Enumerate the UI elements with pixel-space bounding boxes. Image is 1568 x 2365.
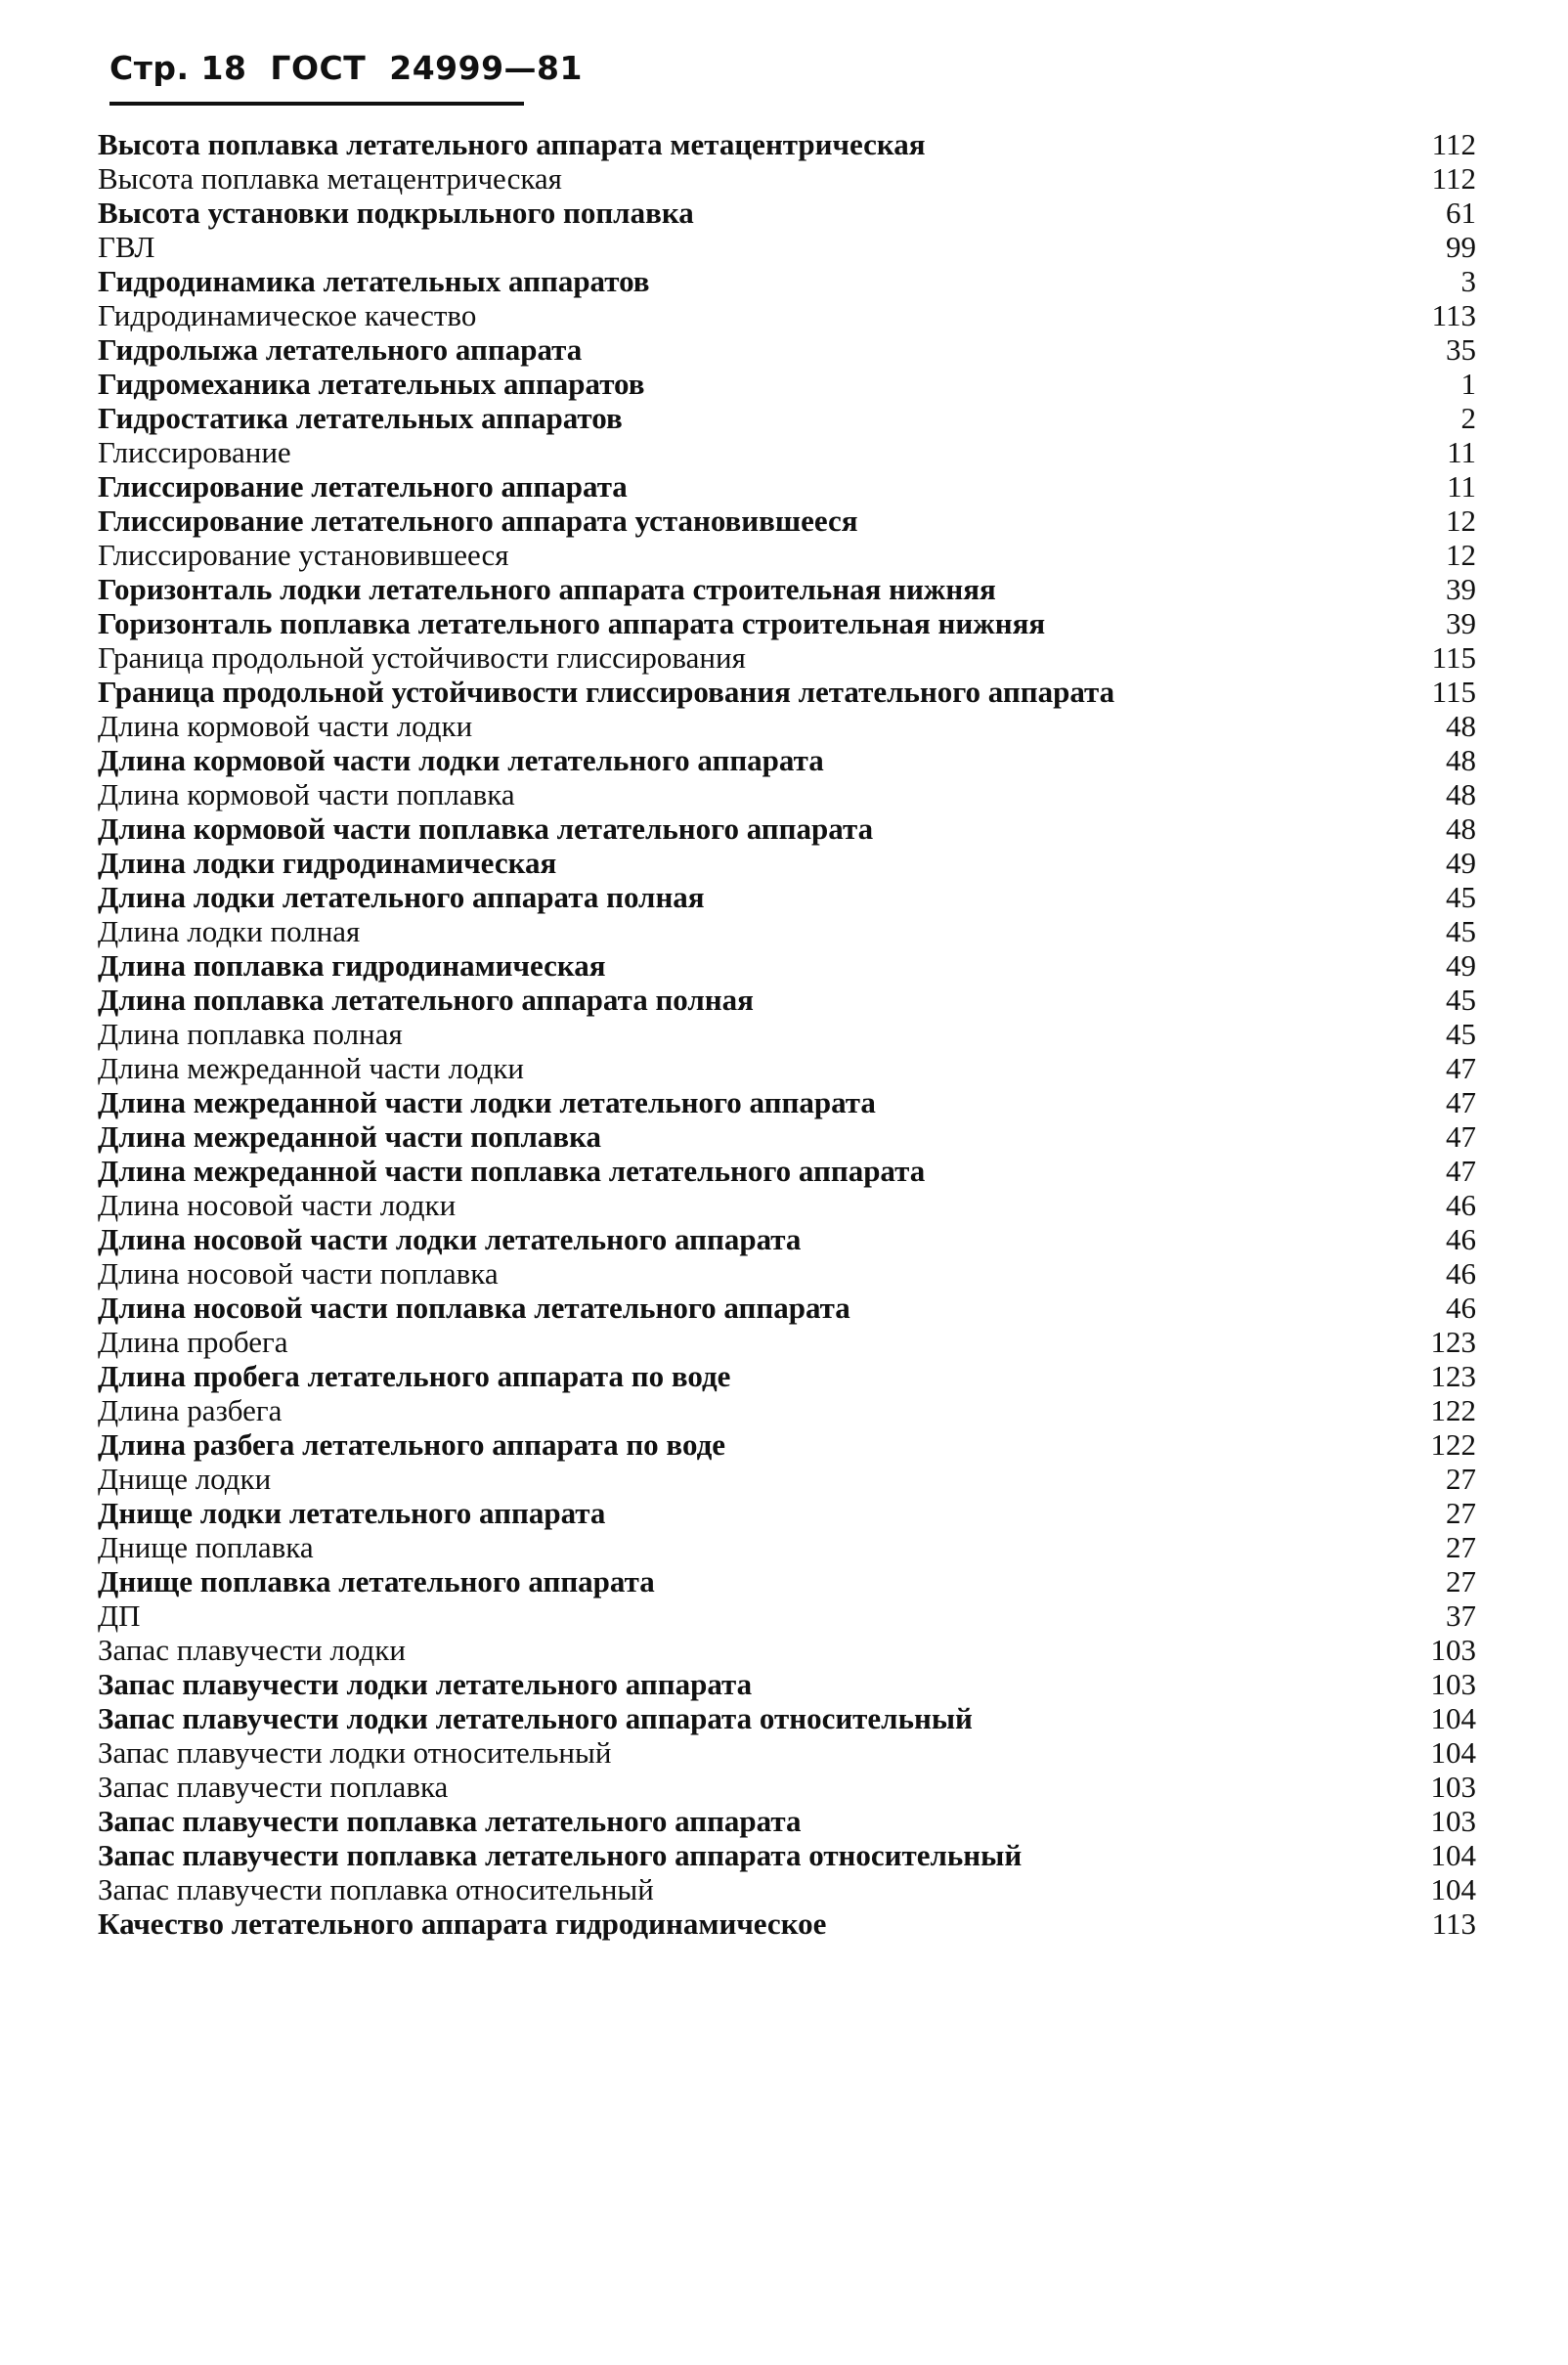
index-entry xyxy=(98,1564,1476,1599)
index-term: Днище поплавка xyxy=(98,1530,314,1564)
index-page-number: 48 xyxy=(1446,777,1476,811)
index-entry xyxy=(98,1804,1476,1838)
index-entry xyxy=(98,914,1476,948)
index-entry xyxy=(98,196,1476,230)
index-page-number: 39 xyxy=(1446,606,1476,640)
index-page-number: 49 xyxy=(1446,846,1476,880)
index-term: Запас плавучести лодки летательного аппарата относительный xyxy=(98,1701,973,1735)
index-page-number: 47 xyxy=(1446,1119,1476,1154)
index-term: Длина межреданной части лодки xyxy=(98,1051,524,1085)
index-term: Длина поплавка гидродинамическая xyxy=(98,948,606,983)
index-page-number: 27 xyxy=(1446,1564,1476,1599)
index-entry xyxy=(98,435,1476,469)
index-page-number: 37 xyxy=(1446,1599,1476,1633)
index-entry xyxy=(98,161,1476,196)
index-term: Длина поплавка летательного аппарата полная xyxy=(98,983,754,1017)
index-page-number: 122 xyxy=(1430,1393,1476,1427)
index-page-number: 123 xyxy=(1430,1325,1476,1359)
index-entry xyxy=(98,1119,1476,1154)
index-page-number: 104 xyxy=(1430,1838,1476,1872)
index-page-number: 46 xyxy=(1446,1222,1476,1256)
index-term: Глиссирование установившееся xyxy=(98,538,509,572)
index-term: Днище лодки летательного аппарата xyxy=(98,1496,606,1530)
index-entry xyxy=(98,1735,1476,1770)
index-page-number: 47 xyxy=(1446,1154,1476,1188)
index-page-number: 45 xyxy=(1446,983,1476,1017)
index-page-number: 113 xyxy=(1431,298,1476,332)
index-entry xyxy=(98,1838,1476,1872)
index-term: Длина носовой части лодки xyxy=(98,1188,457,1222)
index-term: Длина лодки гидродинамическая xyxy=(98,846,557,880)
page-header xyxy=(109,49,594,87)
index-entry xyxy=(98,1393,1476,1427)
index-entry xyxy=(98,1222,1476,1256)
index-term: ДП xyxy=(98,1599,141,1633)
index-page-number: 48 xyxy=(1446,709,1476,743)
index-term: Длина кормовой части лодки xyxy=(98,709,473,743)
index-term: Днище поплавка летательного аппарата xyxy=(98,1564,655,1599)
alphabetical-index xyxy=(98,127,1476,1941)
index-entry xyxy=(98,1496,1476,1530)
index-entry xyxy=(98,572,1476,606)
index-page-number: 112 xyxy=(1431,161,1476,196)
index-page-number: 104 xyxy=(1430,1701,1476,1735)
index-term: Длина межреданной части лодки летательного аппарата xyxy=(98,1085,876,1119)
index-term: Длина носовой части поплавка xyxy=(98,1256,499,1291)
index-entry xyxy=(98,1633,1476,1667)
index-term: Запас плавучести поплавка летательного аппарата xyxy=(98,1804,802,1838)
index-entry xyxy=(98,298,1476,332)
index-page-number: 2 xyxy=(1460,401,1476,435)
index-entry xyxy=(98,1462,1476,1496)
index-entry xyxy=(98,1667,1476,1701)
index-page-number: 35 xyxy=(1446,332,1476,367)
index-term: Граница продольной устойчивости глиссирования xyxy=(98,640,746,675)
index-term: Длина лодки полная xyxy=(98,914,361,948)
index-entry xyxy=(98,1770,1476,1804)
index-page-number: 46 xyxy=(1446,1256,1476,1291)
standard-label: ГОСТ xyxy=(270,49,367,87)
index-page-number: 103 xyxy=(1430,1804,1476,1838)
standard-number: 24999—81 xyxy=(389,49,583,87)
index-term: Гидромеханика летательных аппаратов xyxy=(98,367,645,401)
index-entry xyxy=(98,1872,1476,1906)
index-term: Длина межреданной части поплавка летательного аппарата xyxy=(98,1154,926,1188)
index-term: Запас плавучести лодки летательного аппарата xyxy=(98,1667,753,1701)
index-entry xyxy=(98,948,1476,983)
index-entry xyxy=(98,1530,1476,1564)
index-page-number: 113 xyxy=(1431,1906,1476,1941)
index-entry xyxy=(98,1291,1476,1325)
index-entry xyxy=(98,1325,1476,1359)
index-entry xyxy=(98,1359,1476,1393)
index-page-number: 104 xyxy=(1430,1872,1476,1906)
index-term: Длина лодки летательного аппарата полная xyxy=(98,880,705,914)
index-entry xyxy=(98,983,1476,1017)
index-page-number: 123 xyxy=(1430,1359,1476,1393)
index-term: Граница продольной устойчивости глиссирования летательного аппарата xyxy=(98,675,1115,709)
index-entry xyxy=(98,1906,1476,1941)
index-entry xyxy=(98,1154,1476,1188)
index-entry xyxy=(98,230,1476,264)
index-entry xyxy=(98,332,1476,367)
index-term: Запас плавучести лодки относительный xyxy=(98,1735,612,1770)
index-page-number: 1 xyxy=(1460,367,1476,401)
index-term: Длина разбега xyxy=(98,1393,283,1427)
index-term: Длина носовой части лодки летательного аппарата xyxy=(98,1222,802,1256)
index-term: Гидростатика летательных аппаратов xyxy=(98,401,623,435)
index-page-number: 48 xyxy=(1446,811,1476,846)
index-page-number: 115 xyxy=(1431,640,1476,675)
index-term: Высота поплавка летательного аппарата метацентрическая xyxy=(98,127,926,161)
index-page-number: 103 xyxy=(1430,1770,1476,1804)
index-term: Глиссирование летательного аппарата xyxy=(98,469,628,504)
index-page-number: 3 xyxy=(1460,264,1476,298)
index-page-number: 99 xyxy=(1446,230,1476,264)
index-term: Днище лодки xyxy=(98,1462,272,1496)
index-term: Гидродинамическое качество xyxy=(98,298,477,332)
index-entry xyxy=(98,743,1476,777)
header-rule xyxy=(109,102,524,106)
index-page-number: 27 xyxy=(1446,1530,1476,1564)
index-entry xyxy=(98,606,1476,640)
index-entry xyxy=(98,777,1476,811)
index-term: Длина разбега летательного аппарата по воде xyxy=(98,1427,726,1462)
index-term: Качество летательного аппарата гидродинамическое xyxy=(98,1906,827,1941)
index-page-number: 12 xyxy=(1446,504,1476,538)
index-term: Длина кормовой части лодки летательного аппарата xyxy=(98,743,824,777)
index-term: Гидролыжа летательного аппарата xyxy=(98,332,583,367)
index-page-number: 27 xyxy=(1446,1462,1476,1496)
index-entry xyxy=(98,538,1476,572)
index-page-number: 104 xyxy=(1430,1735,1476,1770)
index-page-number: 46 xyxy=(1446,1291,1476,1325)
index-term: ГВЛ xyxy=(98,230,155,264)
index-entry xyxy=(98,675,1476,709)
index-page-number: 115 xyxy=(1431,675,1476,709)
index-term: Высота поплавка метацентрическая xyxy=(98,161,562,196)
index-entry xyxy=(98,504,1476,538)
page-label: Стр. 18 xyxy=(109,49,247,87)
index-term: Горизонталь лодки летательного аппарата строительная нижняя xyxy=(98,572,996,606)
index-page-number: 45 xyxy=(1446,880,1476,914)
index-term: Длина межреданной части поплавка xyxy=(98,1119,601,1154)
index-entry xyxy=(98,1701,1476,1735)
index-page-number: 49 xyxy=(1446,948,1476,983)
index-term: Глиссирование летательного аппарата установившееся xyxy=(98,504,858,538)
index-page-number: 61 xyxy=(1446,196,1476,230)
index-entry xyxy=(98,127,1476,161)
index-page-number: 103 xyxy=(1430,1633,1476,1667)
index-entry xyxy=(98,811,1476,846)
index-page-number: 46 xyxy=(1446,1188,1476,1222)
index-term: Горизонталь поплавка летательного аппарата строительная нижняя xyxy=(98,606,1046,640)
index-page-number: 47 xyxy=(1446,1085,1476,1119)
index-entry xyxy=(98,1427,1476,1462)
index-entry xyxy=(98,1256,1476,1291)
index-term: Длина поплавка полная xyxy=(98,1017,403,1051)
index-term: Длина кормовой части поплавка летательного аппарата xyxy=(98,811,874,846)
index-page-number: 103 xyxy=(1430,1667,1476,1701)
index-page-number: 39 xyxy=(1446,572,1476,606)
index-page-number: 11 xyxy=(1447,435,1476,469)
index-entry xyxy=(98,640,1476,675)
index-entry xyxy=(98,709,1476,743)
index-page-number: 12 xyxy=(1446,538,1476,572)
index-entry xyxy=(98,1017,1476,1051)
index-term: Длина кормовой части поплавка xyxy=(98,777,515,811)
index-page-number: 48 xyxy=(1446,743,1476,777)
index-page-number: 27 xyxy=(1446,1496,1476,1530)
index-term: Запас плавучести поплавка xyxy=(98,1770,449,1804)
index-page-number: 45 xyxy=(1446,914,1476,948)
index-entry xyxy=(98,1085,1476,1119)
index-term: Запас плавучести лодки xyxy=(98,1633,406,1667)
index-entry xyxy=(98,846,1476,880)
index-entry xyxy=(98,1051,1476,1085)
index-page-number: 47 xyxy=(1446,1051,1476,1085)
index-entry xyxy=(98,1188,1476,1222)
index-term: Запас плавучести поплавка относительный xyxy=(98,1872,654,1906)
index-entry xyxy=(98,469,1476,504)
index-term: Длина носовой части поплавка летательного аппарата xyxy=(98,1291,850,1325)
index-page-number: 112 xyxy=(1431,127,1476,161)
index-term: Длина пробега летательного аппарата по воде xyxy=(98,1359,731,1393)
index-page-number: 122 xyxy=(1430,1427,1476,1462)
index-term: Длина пробега xyxy=(98,1325,288,1359)
index-term: Гидродинамика летательных аппаратов xyxy=(98,264,650,298)
index-entry xyxy=(98,367,1476,401)
index-entry xyxy=(98,1599,1476,1633)
index-page-number: 11 xyxy=(1447,469,1476,504)
index-entry xyxy=(98,880,1476,914)
index-term: Глиссирование xyxy=(98,435,291,469)
index-entry xyxy=(98,401,1476,435)
index-page-number: 45 xyxy=(1446,1017,1476,1051)
index-entry xyxy=(98,264,1476,298)
index-term: Запас плавучести поплавка летательного аппарата относительный xyxy=(98,1838,1023,1872)
index-term: Высота установки подкрыльного поплавка xyxy=(98,196,694,230)
